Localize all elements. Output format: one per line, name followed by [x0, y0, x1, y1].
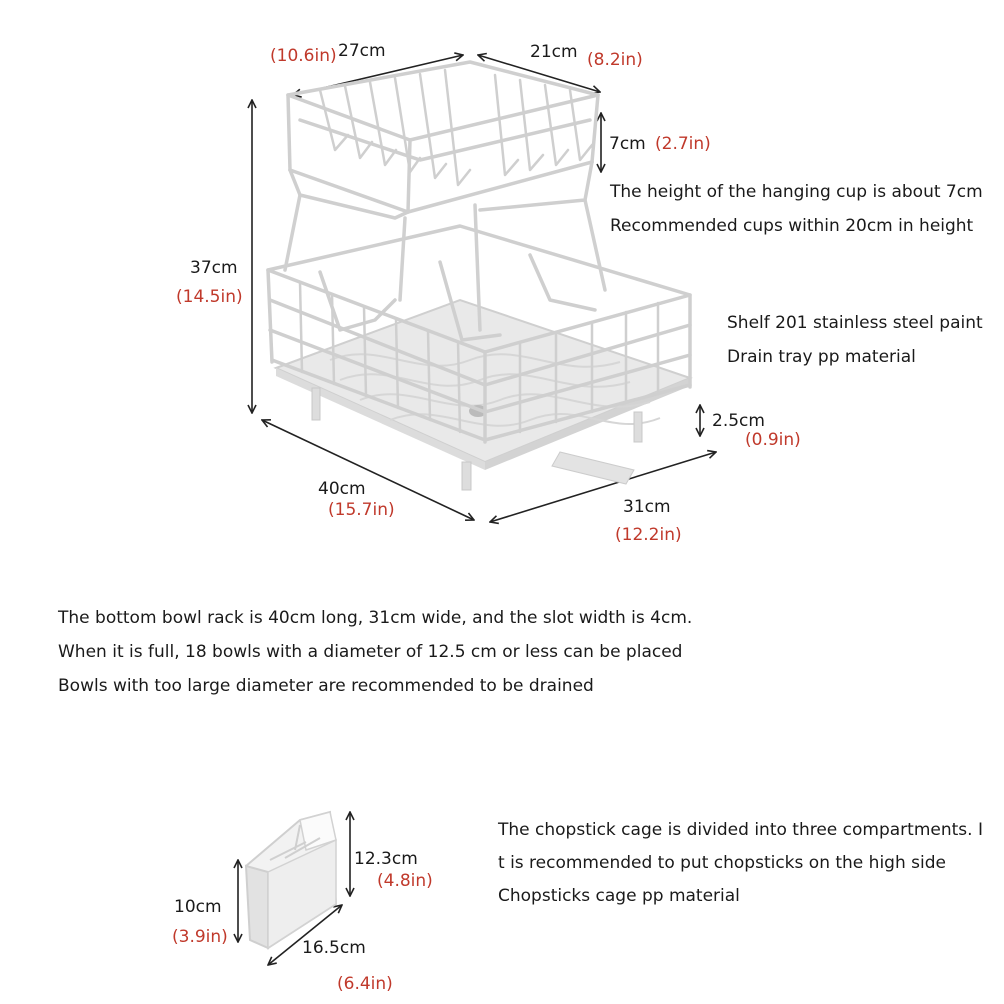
rack-height-cm-label: 37cm [190, 258, 238, 278]
bowl-rack-line: The bottom bowl rack is 40cm long, 31cm wide, and the slot width is 4cm. [58, 608, 693, 628]
cup-height-in-label: (2.7in) [655, 134, 711, 154]
rack-height-in-label: (14.5in) [176, 287, 243, 307]
cage-length-cm-label: 16.5cm [302, 938, 366, 958]
material-note-line-1: Shelf 201 stainless steel paint [727, 313, 983, 333]
cage-high-cm-label: 12.3cm [354, 849, 418, 869]
rack-width-in-label: (12.2in) [615, 525, 682, 545]
material-note-line-2: Drain tray pp material [727, 347, 916, 367]
rack-width-cm-label: 31cm [623, 497, 671, 517]
dish-rack [268, 62, 690, 490]
cage-text-line: t is recommended to put chopsticks on the high side [498, 853, 946, 873]
top-width-in-label: (8.2in) [587, 50, 643, 70]
rack-length-in-label: (15.7in) [328, 500, 395, 520]
cup-height-cm-label: 7cm [609, 134, 646, 154]
cage-text-line: The chopstick cage is divided into three compartments. I [498, 820, 983, 840]
bowl-rack-line: When it is full, 18 bowls with a diameter of 12.5 cm or less can be placed [58, 642, 683, 662]
top-width-cm-label: 21cm [530, 42, 578, 62]
feet-height-in-label: (0.9in) [745, 430, 801, 450]
bowl-rack-description [58, 601, 692, 703]
feet-height-cm-label: 2.5cm [712, 411, 765, 431]
rack-length-cm-label: 40cm [318, 479, 366, 499]
top-length-in-label: (10.6in) [270, 46, 337, 66]
chopstick-cage-description [498, 814, 983, 913]
cage-high-in-label: (4.8in) [377, 871, 433, 891]
cup-note-line-1: The height of the hanging cup is about 7cm [610, 182, 983, 202]
cup-note-line-2: Recommended cups within 20cm in height [610, 216, 974, 236]
cage-low-in-label: (3.9in) [172, 927, 228, 947]
bowl-rack-line: Bowls with too large diameter are recommended to be drained [58, 676, 594, 696]
chopstick-cage [246, 812, 336, 948]
cage-low-cm-label: 10cm [174, 897, 222, 917]
cage-length-in-label: (6.4in) [337, 974, 393, 994]
top-length-cm-label: 27cm [338, 41, 386, 61]
cage-text-line: Chopsticks cage pp material [498, 886, 740, 906]
